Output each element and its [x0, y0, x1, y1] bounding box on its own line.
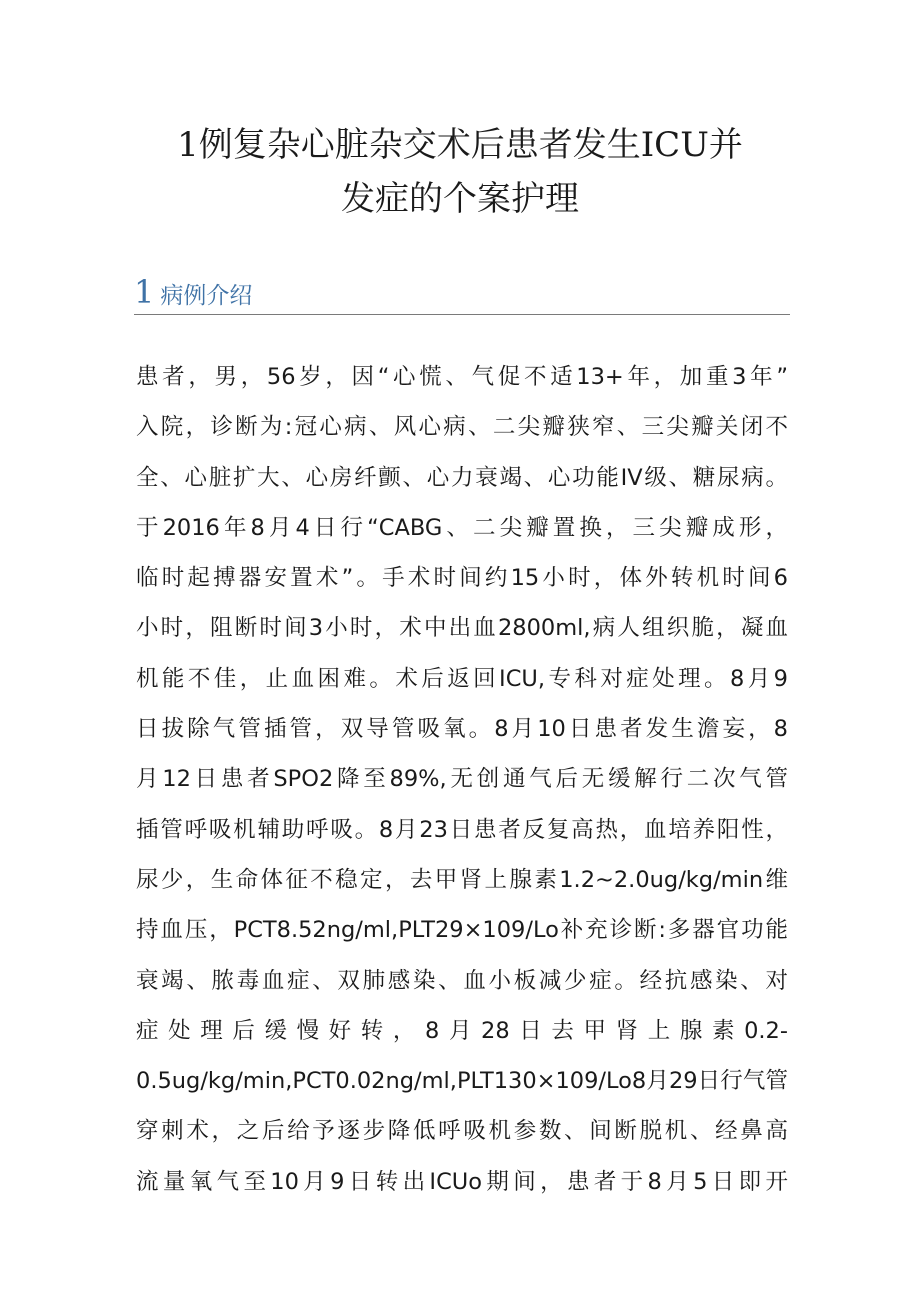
paragraph-line: 患者，男，56岁，因“心慌、气促不适13+年，加重3年” [136, 364, 788, 390]
paragraph-line: 插管呼吸机辅助呼吸。8月23日患者反复高热，血培养阳性， [136, 816, 788, 843]
paragraph-line: 临时起搏器安置术”。手术时间约15小时，体外转机时间6 [136, 565, 788, 592]
section-label: 病例介绍 [160, 283, 253, 309]
paragraph-line: 持血压，PCT8.52ng∕ml,PLT29×109∕Lo补充诊断:多器官功能 [136, 917, 788, 944]
paragraph-line: 穿刺术，之后给予逐步降低呼吸机参数、间断脱机、经鼻高 [136, 1118, 788, 1145]
paragraph-line: 日拔除气管插管，双导管吸氧。8月10日患者发生澹妄，8 [136, 716, 788, 743]
paragraph-line: 全、心脏扩大、心房纤颤、心力衰竭、心功能IV级、糖尿病。 [136, 464, 788, 491]
paragraph-line: 月12日患者SPO2降至89%,无创通气后无缓解行二次气管 [136, 766, 788, 793]
paragraph-line: 流量氧气至10月9日转出ICUo期间，患者于8月5日即开 [136, 1168, 788, 1195]
paragraph-line: 尿少，生命体征不稳定，去甲肾上腺素1.2~2.0ug∕kg∕min维 [136, 866, 788, 893]
paragraph-line: 衰竭、脓毒血症、双肺感染、血小板减少症。经抗感染、对 [136, 967, 788, 994]
title-line-2: 发症的个案护理 [341, 179, 579, 219]
document-title [120, 118, 800, 226]
section-heading [134, 272, 790, 315]
paragraph-line: 0.5ug∕kg∕min,PCT0.02ng∕ml,PLT130×109∕Lo8月29日行气管 [136, 1068, 788, 1095]
body-paragraph [136, 352, 788, 1207]
section-number: 1 [134, 273, 155, 311]
paragraph-line: 入院，诊断为:冠心病、风心病、二尖瓣狭窄、三尖瓣关闭不 [136, 414, 788, 441]
paragraph-line: 于2016年8月4日行“CABG、二尖瓣置换，三尖瓣成形， [136, 514, 788, 541]
paragraph-line: 症处理后缓慢好转，8月28日去甲肾上腺素0.2- [136, 1017, 788, 1044]
paragraph-line: 机能不佳，止血困难。术后返回ICU,专科对症处理。8月9 [136, 665, 788, 692]
title-line-1: 1例复杂心脏杂交术后患者发生ICU并 [177, 125, 743, 165]
paragraph-line: 小时，阻断时间3小时，术中出血2800ml,病人组织脆，凝血 [136, 615, 788, 642]
